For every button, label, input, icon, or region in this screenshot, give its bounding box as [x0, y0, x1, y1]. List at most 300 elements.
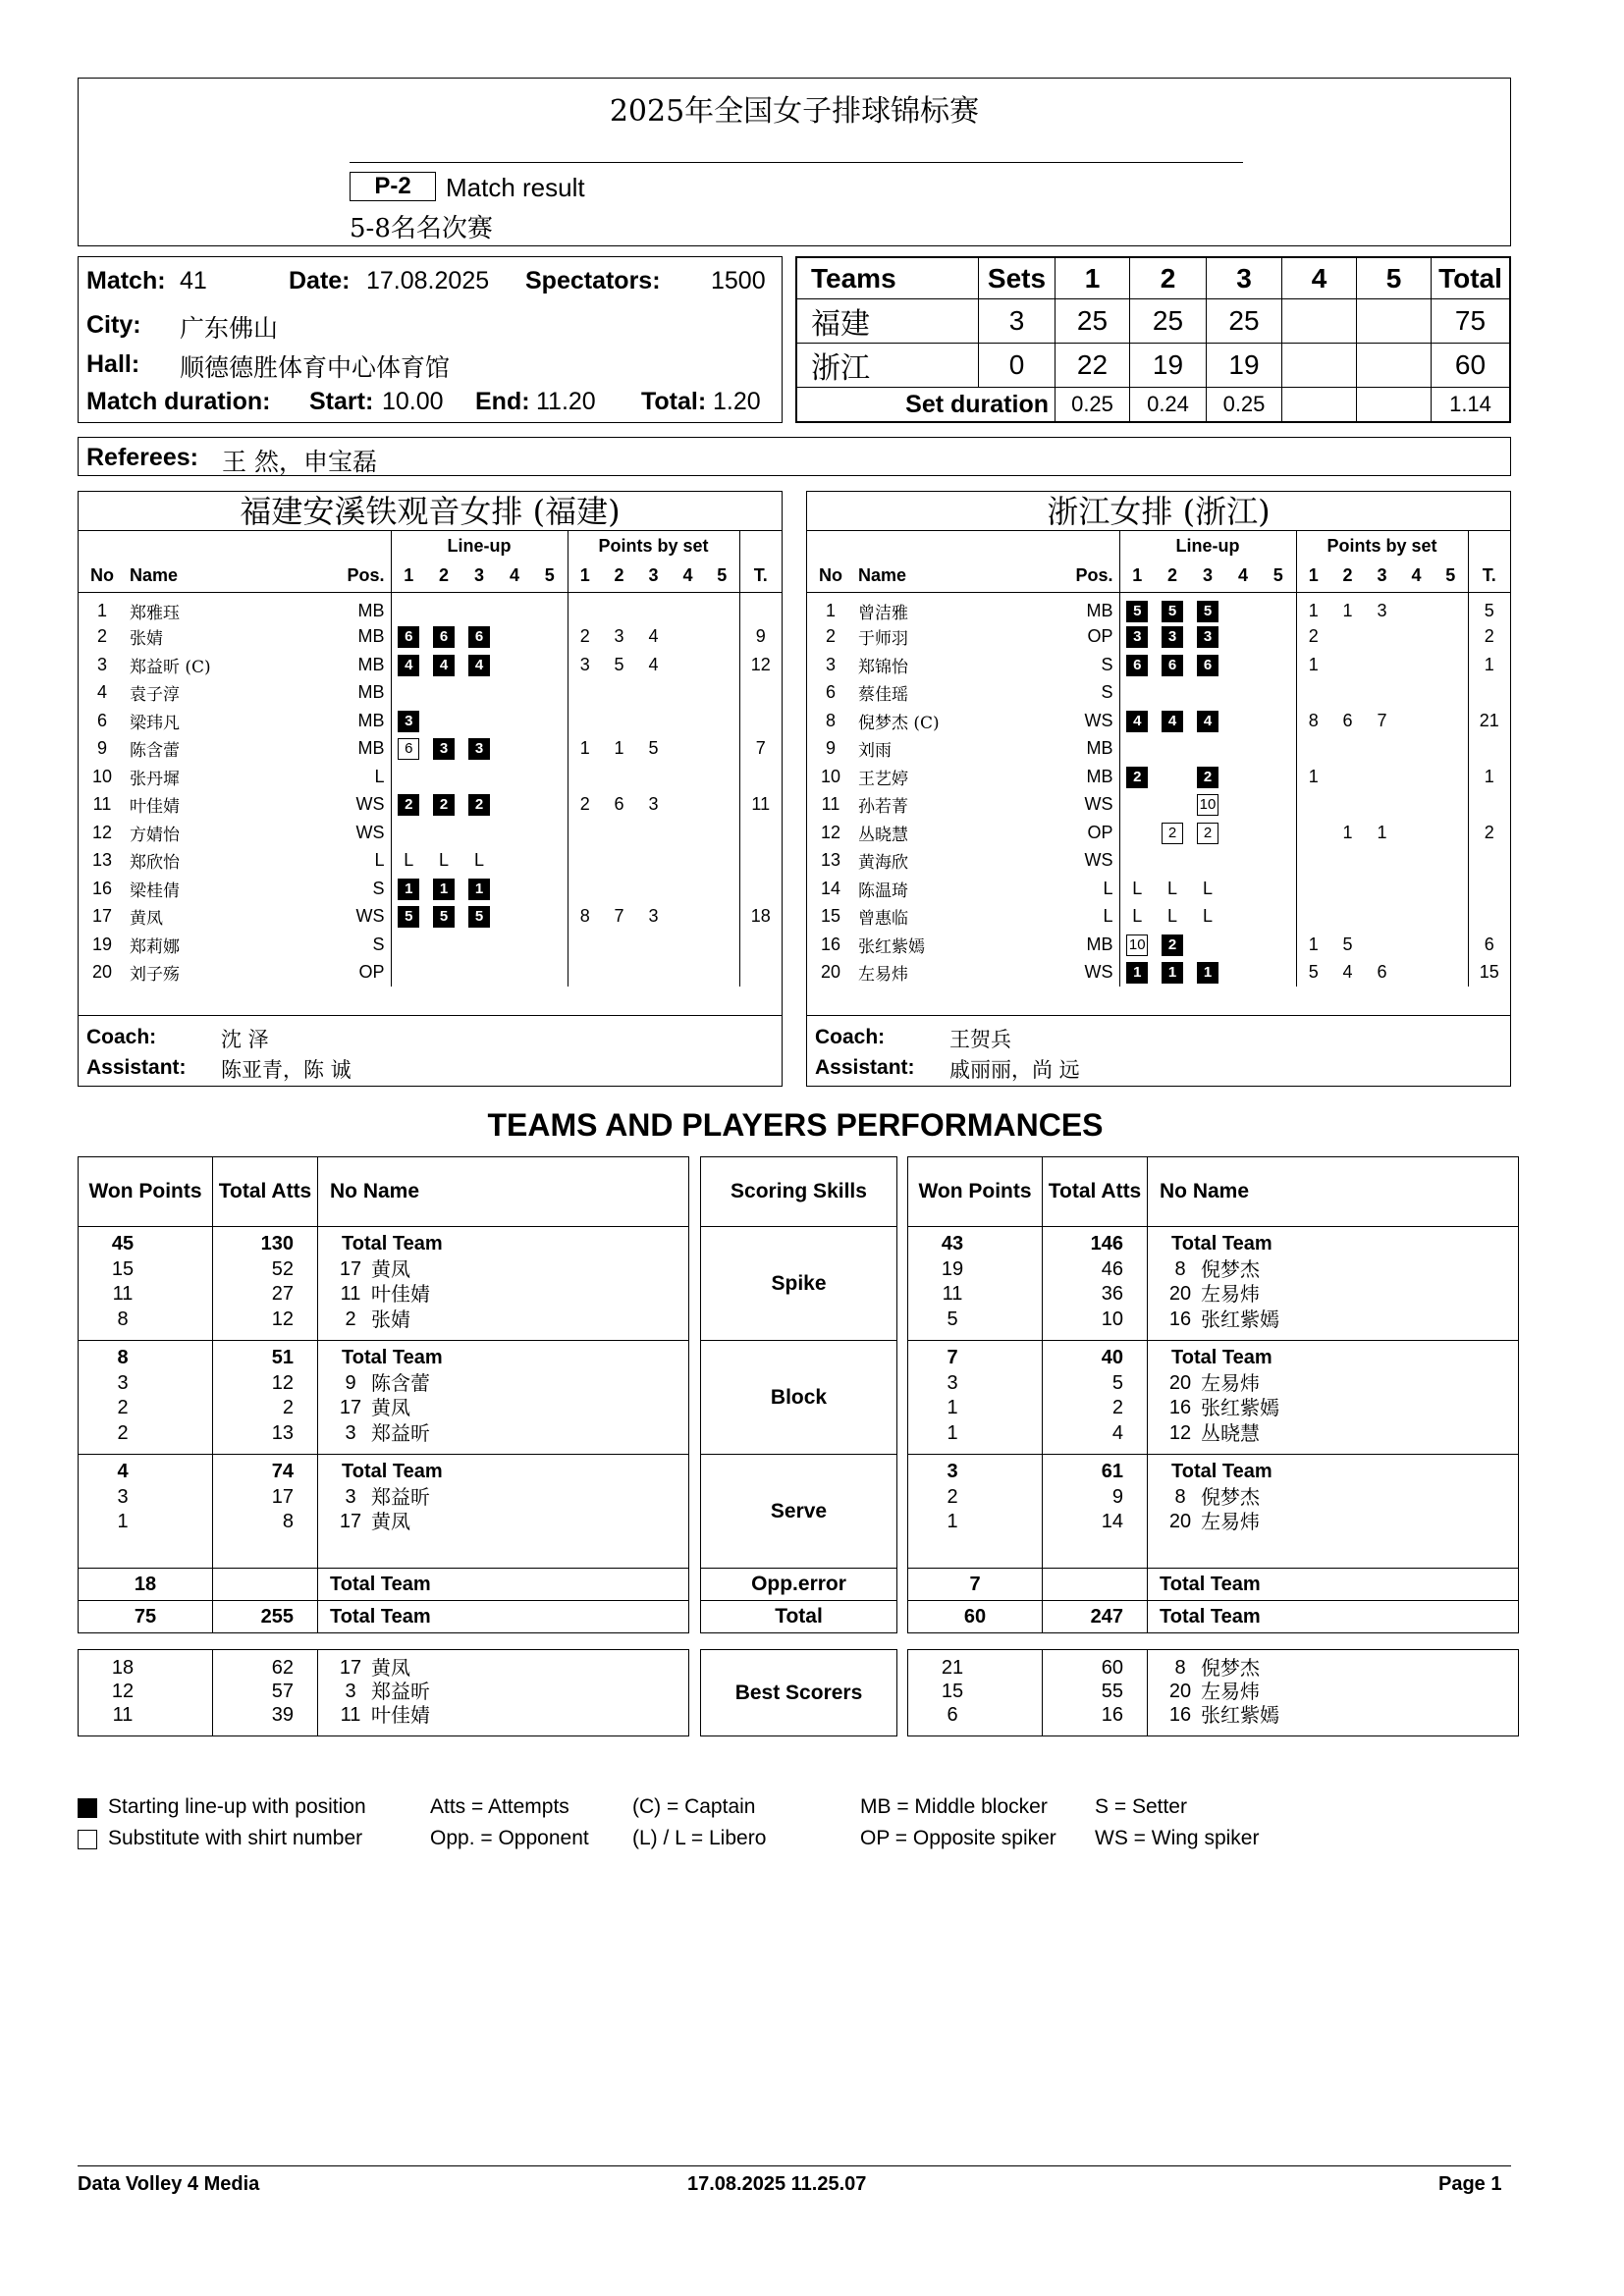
away-lineup-cell: [1225, 679, 1261, 708]
away-player-name: 曾洁雅: [858, 603, 908, 623]
home-lineup-cell: [497, 679, 532, 708]
home-player-total: [739, 819, 782, 847]
home-player-pos: MB: [357, 626, 385, 647]
home-roster-box: [78, 491, 783, 1087]
home-lineup-cell: [426, 903, 461, 932]
home-block-player-no: 17: [339, 1397, 362, 1418]
home-spike-atts-value: 130: [260, 1233, 294, 1255]
home-player-total: [739, 875, 782, 903]
away-lineup-marker: 5: [1162, 601, 1183, 622]
home-player-pos: WS: [355, 906, 385, 927]
home-set-points: [568, 679, 602, 708]
away-lineup-marker: 4: [1162, 711, 1183, 732]
away-set-points: [1399, 735, 1434, 764]
home-player-row: [79, 623, 782, 652]
home-block-player-no: 9: [345, 1371, 356, 1394]
away-serve-player-entry: [1160, 1460, 1518, 1485]
home-serve-player-no: [330, 1460, 342, 1485]
away-lineup-cell: [1155, 707, 1190, 735]
home-set-points: [705, 959, 739, 988]
home-t-header: T.: [739, 561, 782, 592]
score-header-set4: 4: [1282, 258, 1357, 299]
home-lineup-set3-header: 3: [461, 561, 497, 592]
away-block-player-no: 16: [1168, 1397, 1192, 1418]
away-lineup-marker: 2: [1197, 767, 1218, 788]
away-lineup-cell: [1190, 763, 1225, 791]
home-lineup-cell: [497, 763, 532, 791]
away-player-total: 1: [1468, 763, 1510, 791]
away-player-pos: MB: [1086, 738, 1113, 759]
home-pbs-header: Points by set: [568, 531, 739, 561]
home-serve-player-no: 17: [339, 1511, 362, 1532]
home-lineup-cell: [426, 791, 461, 820]
home-lineup-cell: [426, 819, 461, 847]
away-lineup-marker: 1: [1126, 962, 1148, 984]
away-set-points: [1434, 959, 1468, 988]
away-player-row: [807, 735, 1510, 764]
away-player-name: 蔡佳瑶: [858, 685, 908, 706]
away-player-pos: WS: [1084, 710, 1113, 730]
away-player-pos: L: [1103, 906, 1113, 927]
total-set-duration: 1.14: [1432, 388, 1510, 422]
away-player-no: 20: [820, 962, 841, 983]
home-best-player-no: 11: [340, 1704, 361, 1726]
home-player-name: 郑莉娜: [130, 936, 180, 957]
away-set-points: [1434, 651, 1468, 679]
home-lineup-marker: 6: [468, 626, 490, 648]
away-lineup-cell: [1225, 875, 1261, 903]
home-serve-row: [79, 1455, 689, 1569]
home-lineup-cell: [461, 592, 497, 623]
home-spike-player-entry: [330, 1257, 688, 1283]
away-best-player-no: 20: [1168, 1681, 1192, 1702]
away-set-points: [1399, 931, 1434, 959]
away-lineup-cell: [1261, 791, 1296, 820]
home-serve-won-cell: [79, 1455, 213, 1569]
home-spike-won-value: 15: [111, 1257, 135, 1280]
home-pbs-set5-header: 5: [705, 561, 739, 592]
away-set-points: 3: [1377, 600, 1387, 620]
away-player-pos: S: [1101, 654, 1113, 674]
away-best-player-no: 16: [1168, 1704, 1192, 1726]
home-blank2: [739, 531, 782, 561]
home-player-total: [739, 592, 782, 623]
home-lineup-marker: 3: [433, 738, 455, 760]
home-spike-won-cell: [79, 1227, 213, 1341]
skill-row-total: [701, 1601, 897, 1633]
away-set-points: [1434, 931, 1468, 959]
home-lineup-cell: [391, 791, 426, 820]
legend-starting: Starting line-up with position: [108, 1795, 366, 1818]
away-lineup-cell: [1225, 592, 1261, 623]
away-libero-marker: L: [1202, 878, 1213, 898]
away-lineup-cell: [1261, 819, 1296, 847]
home-set-points: [602, 847, 636, 876]
away-lineup-set3-header: 3: [1190, 561, 1225, 592]
away-set-points: [1296, 847, 1330, 876]
legend-s: S = Setter: [1095, 1795, 1187, 1818]
home-lineup-cell: [391, 707, 426, 735]
away-set-points: 1: [1342, 600, 1353, 620]
away-lineup-cell: [1155, 847, 1190, 876]
away-lineup-cell: [1225, 707, 1261, 735]
home-set-points: 3: [614, 626, 624, 647]
home-player-pos: MB: [357, 710, 385, 730]
away-player-total: [1468, 735, 1510, 764]
away-lineup-cell: [1155, 875, 1190, 903]
home-lineup-cell: [497, 735, 532, 764]
away-set-points: [1434, 707, 1468, 735]
away-player-row: [807, 791, 1510, 820]
away-lineup-cell: [1225, 623, 1261, 652]
away-best-player-name: 倪梦杰: [1201, 1656, 1260, 1680]
match-info-box: [78, 256, 783, 423]
away-blank2: [1468, 531, 1510, 561]
home-set-points: 5: [614, 654, 624, 674]
away-libero-marker: L: [1132, 878, 1143, 898]
home-assistant-label: Assistant:: [86, 1056, 187, 1079]
home-block-atts-value: 51: [271, 1347, 294, 1368]
away-lineup-cell: [1261, 847, 1296, 876]
home-serve-won-value: 4: [117, 1461, 129, 1482]
away-player-total: [1468, 875, 1510, 903]
away-lineup-marker: 5: [1197, 601, 1218, 622]
away-block-player-entry: [1160, 1371, 1518, 1397]
skill-row-serve: [701, 1455, 897, 1569]
away-player-row: [807, 623, 1510, 652]
away-spike-player-name: 左易炜: [1201, 1282, 1260, 1306]
home-player-pos: WS: [355, 822, 385, 842]
home-best-won-cell: [79, 1650, 213, 1736]
away-set-points: 1: [1377, 822, 1387, 842]
away-set4: [1282, 344, 1357, 388]
away-spike-player-no: [1160, 1232, 1171, 1257]
home-spike-player-no: 2: [345, 1308, 356, 1330]
away-set-points: [1330, 791, 1365, 820]
away-block-player-entry: [1160, 1421, 1518, 1447]
home-serve-player-no: 3: [345, 1485, 356, 1508]
away-lineup-cell: [1155, 651, 1190, 679]
away-lineup-cell: [1119, 875, 1155, 903]
home-set3: 25: [1207, 299, 1282, 344]
away-opp-atts: [1043, 1569, 1148, 1601]
home-player-pos: MB: [357, 600, 385, 620]
home-lineup-cell: [391, 931, 426, 959]
home-roster-group-header: [79, 531, 782, 561]
away-player-name: 张红紫嫣: [858, 936, 925, 957]
home-lineup-cell: [532, 623, 568, 652]
away-set-points: [1365, 875, 1399, 903]
away-player-name: 刘雨: [858, 741, 892, 762]
away-lineup-cell: [1119, 819, 1155, 847]
home-set-points: [602, 931, 636, 959]
home-lineup-cell: [391, 959, 426, 988]
away-player-row: [807, 651, 1510, 679]
away-block-atts-value: 40: [1101, 1347, 1123, 1368]
away-lineup-cell: [1119, 707, 1155, 735]
away-set-points: [1434, 875, 1468, 903]
home-set-points: [568, 931, 602, 959]
home-spike-player-entry: [330, 1232, 688, 1257]
away-set-points: [1434, 847, 1468, 876]
home-lineup-marker: 4: [468, 655, 490, 676]
away-spike-name-cell: [1148, 1227, 1519, 1341]
set1-duration: 0.25: [1056, 388, 1130, 422]
home-set-points: [602, 763, 636, 791]
home-set-points: [568, 847, 602, 876]
away-player-no: 9: [825, 738, 836, 759]
home-serve-atts-value: 8: [282, 1511, 294, 1532]
set5-duration: [1357, 388, 1432, 422]
home-player-total: [739, 931, 782, 959]
home-set-points: [636, 592, 671, 623]
away-pbs-set4-header: 4: [1399, 561, 1434, 592]
home-set-points: [568, 819, 602, 847]
home-set-points: 2: [568, 791, 602, 820]
home-player-name: 黄凤: [130, 909, 163, 930]
home-lineup-cell: [426, 707, 461, 735]
home-lineup-cell: [497, 847, 532, 876]
home-spike-atts-value: 52: [271, 1257, 294, 1280]
away-player-total: 21: [1468, 707, 1510, 735]
home-set-points: [671, 875, 705, 903]
away-set-points: [1399, 959, 1434, 988]
match-label: Match:: [86, 267, 166, 294]
home-lineup-cell: [461, 735, 497, 764]
home-lineup-cell: [497, 592, 532, 623]
home-player-row: [79, 847, 782, 876]
home-opp-won: 18: [79, 1569, 213, 1601]
away-player-pos: L: [1103, 878, 1113, 898]
score-header-set2: 2: [1130, 258, 1207, 299]
home-lineup-cell: [532, 679, 568, 708]
away-lineup-cell: [1225, 735, 1261, 764]
home-player-pos: WS: [355, 794, 385, 815]
date-label: Date:: [289, 267, 351, 294]
header-box: [78, 78, 1511, 246]
away-player-no: 8: [825, 710, 836, 730]
home-player-row: [79, 875, 782, 903]
away-lineup-cell: [1190, 623, 1225, 652]
away-lineup-marker: 6: [1197, 655, 1218, 676]
away-player-row: [807, 959, 1510, 988]
legend-mb: MB = Middle blocker: [860, 1795, 1048, 1818]
away-player-no: 11: [821, 794, 840, 815]
away-serve-won-value: 3: [947, 1461, 958, 1482]
home-set-points: [602, 679, 636, 708]
home-set-points: [602, 707, 636, 735]
home-block-won-value: 3: [117, 1371, 129, 1394]
home-set-points: 5: [648, 738, 659, 759]
away-block-player-entry: [1160, 1346, 1518, 1371]
home-block-won-cell: [79, 1341, 213, 1455]
footer-page: Page 1: [1438, 2173, 1502, 2195]
away-player-pos: S: [1101, 682, 1113, 703]
away-lineup-marker: 1: [1162, 962, 1183, 984]
home-lineup-cell: [391, 763, 426, 791]
home-lineup-marker: 1: [468, 879, 490, 900]
home-player-pos: L: [374, 850, 385, 871]
away-roster-box: [806, 491, 1511, 1087]
away-best-won-cell: [908, 1650, 1043, 1736]
home-player-row: [79, 903, 782, 932]
away-player-name: 孙若菁: [858, 797, 908, 818]
away-block-won-value: 3: [947, 1371, 958, 1394]
away-set-points: [1365, 791, 1399, 820]
away-serve-player-name: Total Team: [1171, 1461, 1272, 1482]
away-player-total: 2: [1468, 819, 1510, 847]
home-set-points: [602, 592, 636, 623]
home-lineup-cell: [426, 592, 461, 623]
home-player-name: 梁桂倩: [130, 881, 180, 901]
home-best-player-entry: [330, 1680, 688, 1703]
away-lineup-cell: [1155, 791, 1190, 820]
away-lineup-marker: 3: [1126, 626, 1148, 648]
away-block-player-name: 张红紫嫣: [1201, 1396, 1279, 1419]
home-player-total: [739, 763, 782, 791]
home-set-points: 1: [614, 738, 624, 759]
home-player-total: [739, 679, 782, 708]
away-player-total: 15: [1468, 959, 1510, 988]
home-player-row: [79, 959, 782, 988]
home-lineup-marker: 1: [398, 879, 419, 900]
home-serve-player-entry: [330, 1460, 688, 1485]
referees-label: Referees:: [86, 444, 198, 471]
away-serve-won-value: 2: [947, 1485, 958, 1508]
home-opp-atts: [213, 1569, 318, 1601]
skills-header: Scoring Skills: [701, 1157, 897, 1227]
home-lineup-cell: [497, 819, 532, 847]
skills-table: [700, 1156, 897, 1633]
away-total-atts: 247: [1043, 1601, 1148, 1633]
total-duration: 1.20: [713, 388, 761, 415]
away-best-player-entry: [1160, 1680, 1518, 1703]
away-lineup-marker: 2: [1162, 934, 1183, 956]
home-lineup-cell: [426, 735, 461, 764]
away-atts-header: Total Atts: [1043, 1157, 1148, 1227]
home-player-no: 11: [92, 794, 112, 815]
away-lineup-marker: 3: [1197, 626, 1218, 648]
away-player-name: 黄海欣: [858, 853, 908, 874]
document-title: Match result: [446, 173, 585, 202]
away-block-atts-cell: [1043, 1341, 1148, 1455]
home-lineup-marker: 1: [433, 879, 455, 900]
home-lineup-cell: [532, 707, 568, 735]
home-block-player-no: 3: [345, 1421, 356, 1444]
away-player-total: 1: [1468, 651, 1510, 679]
away-spike-won-value: 11: [942, 1283, 963, 1305]
home-best-atts-value: 62: [271, 1657, 294, 1679]
home-lineup-cell: [532, 903, 568, 932]
away-serve-atts-value: 61: [1101, 1461, 1123, 1482]
home-lineup-cell: [426, 623, 461, 652]
home-player-name: 张丹墀: [130, 769, 180, 789]
city-label: City:: [86, 311, 141, 339]
home-set-points: 3: [648, 794, 659, 815]
home-player-total: 12: [739, 651, 782, 679]
home-lineup-cell: [461, 763, 497, 791]
referees-names: 王 然，申宝磊: [222, 448, 377, 476]
home-set-points: [568, 959, 602, 988]
away-lineup-cell: [1261, 959, 1296, 988]
end-time: 11.20: [536, 388, 596, 415]
away-lineup-cell: [1225, 847, 1261, 876]
away-player-no: 1: [825, 600, 836, 620]
home-player-no: 3: [96, 654, 107, 674]
away-block-player-name: 左易炜: [1201, 1370, 1260, 1395]
away-player-name: 王艺婷: [858, 769, 908, 789]
away-lineup-cell: [1155, 819, 1190, 847]
home-lineup-cell: [391, 903, 426, 932]
home-assistant-names: 陈亚青，陈 诚: [221, 1058, 352, 1082]
home-set-points: [636, 875, 671, 903]
home-lineup-cell: [391, 875, 426, 903]
home-set-points: [671, 903, 705, 932]
home-lineup-cell: [532, 791, 568, 820]
away-lineup-set4-header: 4: [1225, 561, 1261, 592]
home-coach-label: Coach:: [86, 1026, 157, 1048]
away-performance-table: [907, 1156, 1519, 1633]
home-set2: 25: [1130, 299, 1207, 344]
home-player-pos: S: [372, 934, 385, 954]
home-lineup-cell: [461, 791, 497, 820]
away-set1: 22: [1056, 344, 1130, 388]
home-set-points: [705, 735, 739, 764]
away-serve-player-no: 20: [1168, 1511, 1192, 1532]
away-lineup-cell: [1190, 875, 1225, 903]
home-set-points: [671, 623, 705, 652]
away-player-name: 郑锦怡: [858, 657, 908, 677]
away-lineup-marker: 5: [1126, 601, 1148, 622]
home-best-row: [79, 1650, 689, 1736]
away-assistant-names: 戚丽丽，尚 远: [949, 1058, 1080, 1082]
home-player-no: 12: [91, 822, 113, 842]
home-player-total: 18: [739, 903, 782, 932]
away-set-points: [1365, 763, 1399, 791]
away-pbs-header: Points by set: [1296, 531, 1468, 561]
away-player-row: [807, 592, 1510, 623]
away-block-atts-value: 4: [1111, 1421, 1123, 1444]
away-serve-player-no: 8: [1174, 1485, 1186, 1508]
home-serve-atts-value: 74: [271, 1461, 294, 1482]
away-player-no: 2: [825, 626, 836, 647]
away-set-points: [1330, 623, 1365, 652]
home-best-scorers-table: [78, 1649, 689, 1736]
away-player-total: 2: [1468, 623, 1510, 652]
away-player-pos: WS: [1084, 794, 1113, 815]
home-lineup-cell: [461, 903, 497, 932]
home-player-pos: MB: [357, 682, 385, 703]
away-lineup-cell: [1119, 592, 1155, 623]
spectators-count: 1500: [711, 267, 766, 294]
away-set5: [1357, 344, 1432, 388]
home-set-points: [705, 623, 739, 652]
home-lineup-cell: [532, 763, 568, 791]
home-set5: [1357, 299, 1432, 344]
home-player-name: 陈含蕾: [130, 741, 180, 762]
home-spike-won-value: 8: [117, 1308, 129, 1330]
away-player-total: [1468, 791, 1510, 820]
home-set-points: 3: [648, 906, 659, 927]
tournament-title: 2025年全国女子排球锦标赛: [609, 94, 980, 129]
set-duration-label: Set duration: [797, 388, 1056, 422]
away-lineup-cell: [1190, 791, 1225, 820]
away-roster-table: [807, 531, 1510, 987]
away-opp-won: 7: [908, 1569, 1043, 1601]
home-lineup-cell: [426, 931, 461, 959]
away-lineup-set5-header: 5: [1261, 561, 1296, 592]
away-set-points: 7: [1377, 710, 1387, 730]
